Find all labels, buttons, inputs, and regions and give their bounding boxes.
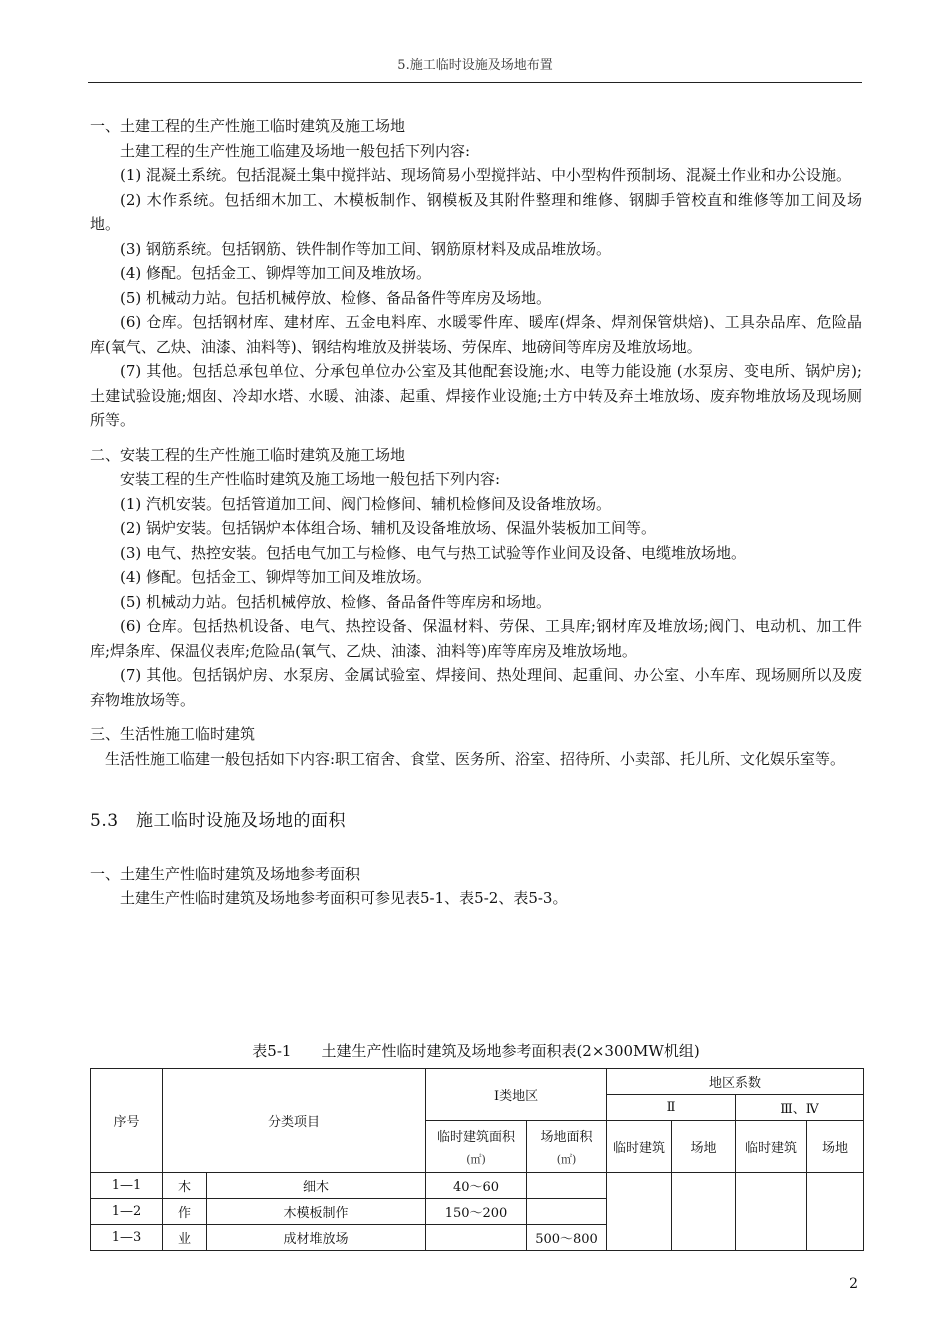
table-caption: 表5-1 土建生产性临时建筑及场地参考面积表(2×300MW机组)	[252, 1042, 700, 1060]
section53-intro: 土建生产性临时建筑及场地参考面积可参见表5-1、表5-2、表5-3。	[120, 889, 568, 907]
section1-intro: 土建工程的生产性施工临建及场地一般包括下列内容:	[120, 141, 471, 160]
row-item: 细木	[207, 1173, 426, 1199]
empty-cell	[672, 1173, 736, 1251]
area-table	[90, 1068, 864, 1251]
header-class1: I类地区	[426, 1069, 607, 1121]
section1-item-6: (6) 仓库。包括钢材库、建材库、五金电料库、水暖零件库、暖库(焊条、焊剂保管烘焙)、工具杂品库、危险晶库(氧气、乙炔、油漆、油料等)、钢结构堆放及拼装场、劳保库、地磅间等库房及堆放场地。	[90, 313, 862, 356]
row-no: 1—1	[91, 1173, 163, 1199]
row-item: 成材堆放场	[207, 1225, 426, 1251]
header-category: 分类项目	[163, 1069, 426, 1173]
section1-heading: 一、土建工程的生产性施工临时建筑及施工场地	[90, 117, 406, 135]
group-char: 木	[163, 1173, 207, 1199]
header-rule	[88, 82, 862, 83]
section1-item-1: (1) 混凝土系统。包括混凝土集中搅拌站、现场简易小型搅拌站、中小型构件预制场、混凝土作业和办公设施。	[120, 166, 852, 184]
header-site-area-label: 场地面积	[540, 1130, 593, 1145]
header-temp-area-unit: (㎡)	[466, 1153, 486, 1166]
section2-item-4: (4) 修配。包括金工、铆焊等加工间及堆放场。	[120, 568, 432, 586]
empty-cell	[736, 1173, 807, 1251]
group-char: 作	[163, 1199, 207, 1225]
section2-item-5: (5) 机械动力站。包括机械停放、检修、备品备件等库房和场地。	[120, 592, 552, 611]
header-site-34: 场地	[807, 1121, 864, 1173]
section3-heading: 三、生活性施工临时建筑	[90, 725, 256, 743]
header-temp-build-2: 临时建筑	[607, 1121, 672, 1173]
section1-item-4: (4) 修配。包括金工、铆焊等加工间及堆放场。	[120, 264, 432, 282]
header-class34: Ⅲ、Ⅳ	[736, 1095, 864, 1121]
section2-item-3: (3) 电气、热控安装。包括电气加工与检修、电气与热工试验等作业间及设备、电缆堆放场地。	[120, 543, 747, 562]
header-no: 序号	[91, 1069, 163, 1173]
header-region-factor: 地区系数	[607, 1069, 864, 1095]
page-header: 5.施工临时设施及场地布置	[397, 58, 553, 73]
row-no: 1—3	[91, 1225, 163, 1251]
header-site-area-unit: (㎡)	[556, 1153, 577, 1166]
section53-subheading: 一、土建生产性临时建筑及场地参考面积	[90, 864, 361, 883]
row-temp	[426, 1225, 527, 1251]
page-number: 2	[849, 1276, 858, 1292]
row-temp: 150～200	[426, 1199, 527, 1225]
section2-heading: 二、安装工程的生产性施工临时建筑及施工场地	[90, 445, 406, 464]
row-no: 1—2	[91, 1199, 163, 1225]
section2-item-6: (6) 仓库。包括热机设备、电气、热控设备、保温材料、劳保、工具库;钢材库及堆放场;阀门、电动机、加工件库;焊条库、保温仪表库;危险品(氧气、乙炔、油漆、油料等)库等库房及堆放场地。	[90, 617, 862, 660]
section1-item-7: (7) 其他。包括总承包单位、分承包单位办公室及其他配套设施;水、电等力能设施 (水泵房、变电所、锅炉房);土建试验设施;烟囱、冷却水塔、水暖、油漆、起重、焊接作业设施;土方中转及弃土堆放场、废弃物堆放场及现场厕所等。	[90, 362, 862, 429]
section-5-3-title: 5.3 施工临时设施及场地的面积	[90, 811, 347, 831]
document-body	[90, 114, 862, 911]
section2-item-7: (7) 其他。包括锅炉房、水泵房、金属试验室、焊接间、热处理间、起重间、办公室、小车库、现场厕所以及废弃物堆放场等。	[90, 666, 862, 709]
empty-cell	[607, 1173, 672, 1251]
section1-item-2: (2) 木作系统。包括细木加工、木模板制作、钢模板及其附件整理和维修、钢脚手管校直和维修等加工间及场地。	[90, 190, 862, 233]
row-site	[527, 1173, 607, 1199]
row-item: 木模板制作	[207, 1199, 426, 1225]
row-temp: 40～60	[426, 1173, 527, 1199]
table-row	[91, 1173, 864, 1199]
section2-item-1: (1) 汽机安装。包括管道加工间、阀门检修间、辅机检修间及设备堆放场。	[120, 494, 612, 513]
section1-item-5: (5) 机械动力站。包括机械停放、检修、备品备件等库房及场地。	[120, 288, 552, 307]
header-site-2: 场地	[672, 1121, 736, 1173]
row-site	[527, 1199, 607, 1225]
section2-item-2: (2) 锅炉安装。包括锅炉本体组合场、辅机及设备堆放场、保温外装板加工间等。	[120, 519, 657, 537]
empty-cell	[807, 1173, 864, 1251]
row-site: 500～800	[527, 1225, 607, 1251]
section3-body: 生活性施工临建一般包括如下内容:职工宿舍、食堂、医务所、浴室、招待所、小卖部、托儿所、文化娱乐室等。	[105, 749, 846, 768]
group-char: 业	[163, 1225, 207, 1251]
section2-intro: 安装工程的生产性临时建筑及施工场地一般包括下列内容:	[120, 470, 501, 488]
header-temp-area-label: 临时建筑面积	[437, 1130, 516, 1145]
header-temp-area	[426, 1121, 527, 1173]
header-site-area	[527, 1121, 607, 1173]
section1-item-3: (3) 钢筋系统。包括钢筋、铁件制作等加工间、钢筋原材料及成品堆放场。	[120, 239, 612, 258]
header-temp-build-34: 临时建筑	[736, 1121, 807, 1173]
header-class2: Ⅱ	[607, 1095, 736, 1121]
